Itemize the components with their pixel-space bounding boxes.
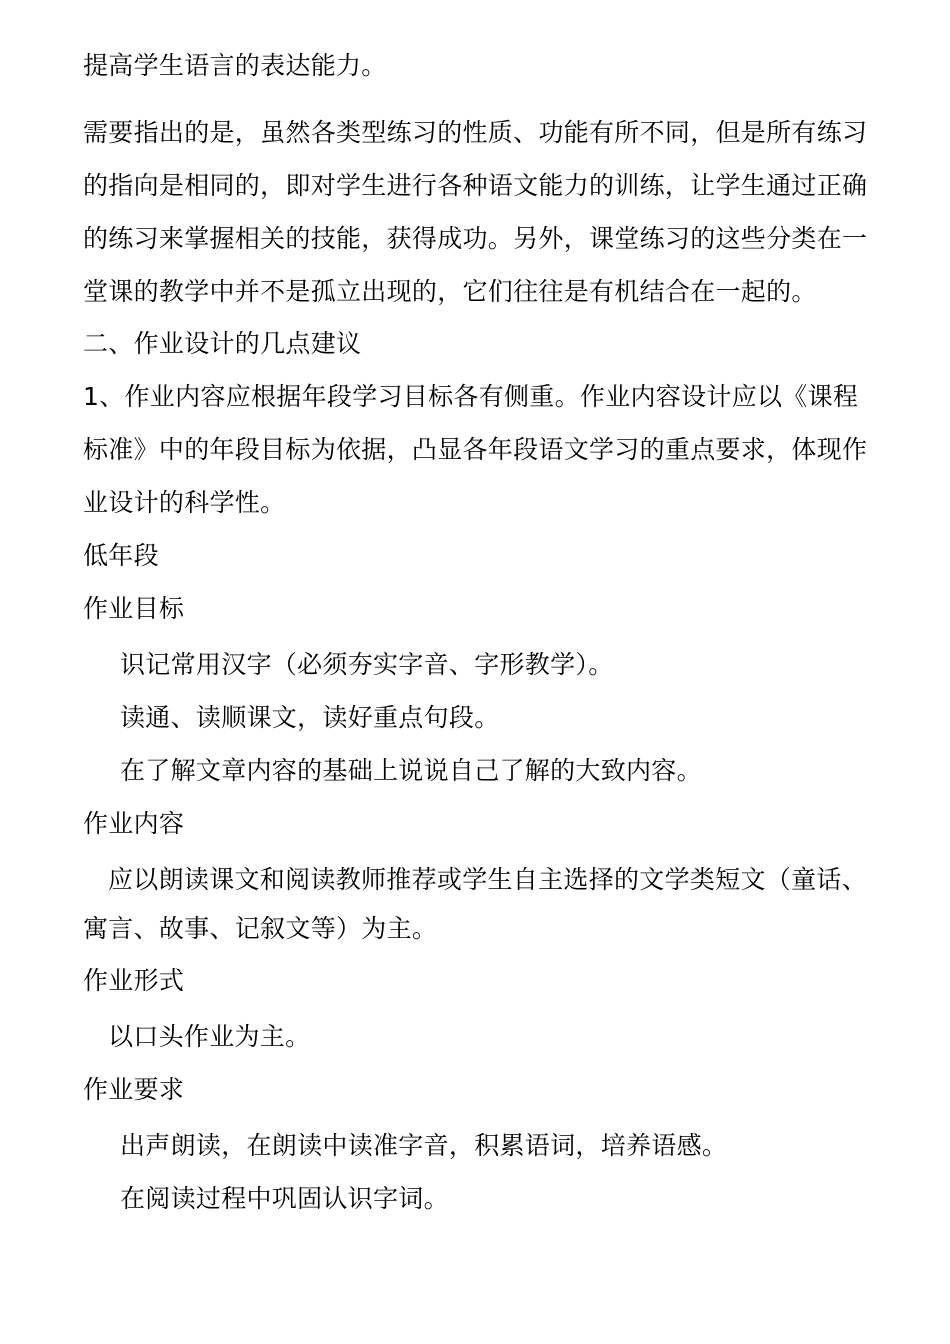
section-heading: 二、作业设计的几点建议 [83, 329, 362, 358]
paragraph-line: 需要指出的是，虽然各类型练习的性质、功能有所不同，但是所有练习 [83, 118, 868, 147]
paragraph-line: 业设计的科学性。 [83, 488, 286, 517]
list-item: 出声朗读，在朗读中读准字音，积累语词，培养语感。 [120, 1131, 728, 1160]
list-item: 在了解文章内容的基础上说说自己了解的大致内容。 [120, 756, 702, 785]
subheading: 作业目标 [83, 594, 185, 623]
paragraph-line: 提高学生语言的表达能力。 [83, 51, 387, 80]
paragraph-line: 的指向是相同的，即对学生进行各种语文能力的训练，让学生通过正确 [83, 171, 868, 200]
paragraph-line: 标准》中的年段目标为依据，凸显各年段语文学习的重点要求，体现作 [83, 435, 868, 464]
subheading: 作业要求 [83, 1075, 185, 1104]
list-item: 识记常用汉字（必须夯实字音、字形教学）。 [120, 650, 614, 679]
list-item: 读通、读顺课文，读好重点句段。 [120, 703, 500, 732]
list-item: 在阅读过程中巩固认识字词。 [120, 1184, 449, 1213]
subheading: 低年段 [83, 541, 159, 570]
paragraph-line: 堂课的教学中并不是孤立出现的，它们往往是有机结合在一起的。 [83, 277, 817, 306]
subheading: 作业内容 [83, 809, 185, 838]
paragraph-line: 1、作业内容应根据年段学习目标各有侧重。作业内容设计应以《课程 [83, 382, 859, 411]
paragraph-line: 的练习来掌握相关的技能，获得成功。另外，课堂练习的这些分类在一 [83, 224, 868, 253]
subheading: 作业形式 [83, 966, 185, 995]
paragraph-line: 应以朗读课文和阅读教师推荐或学生自主选择的文学类短文（童话、 [108, 865, 868, 894]
paragraph-line: 寓言、故事、记叙文等）为主。 [83, 914, 438, 943]
paragraph-line: 以口头作业为主。 [108, 1022, 311, 1051]
